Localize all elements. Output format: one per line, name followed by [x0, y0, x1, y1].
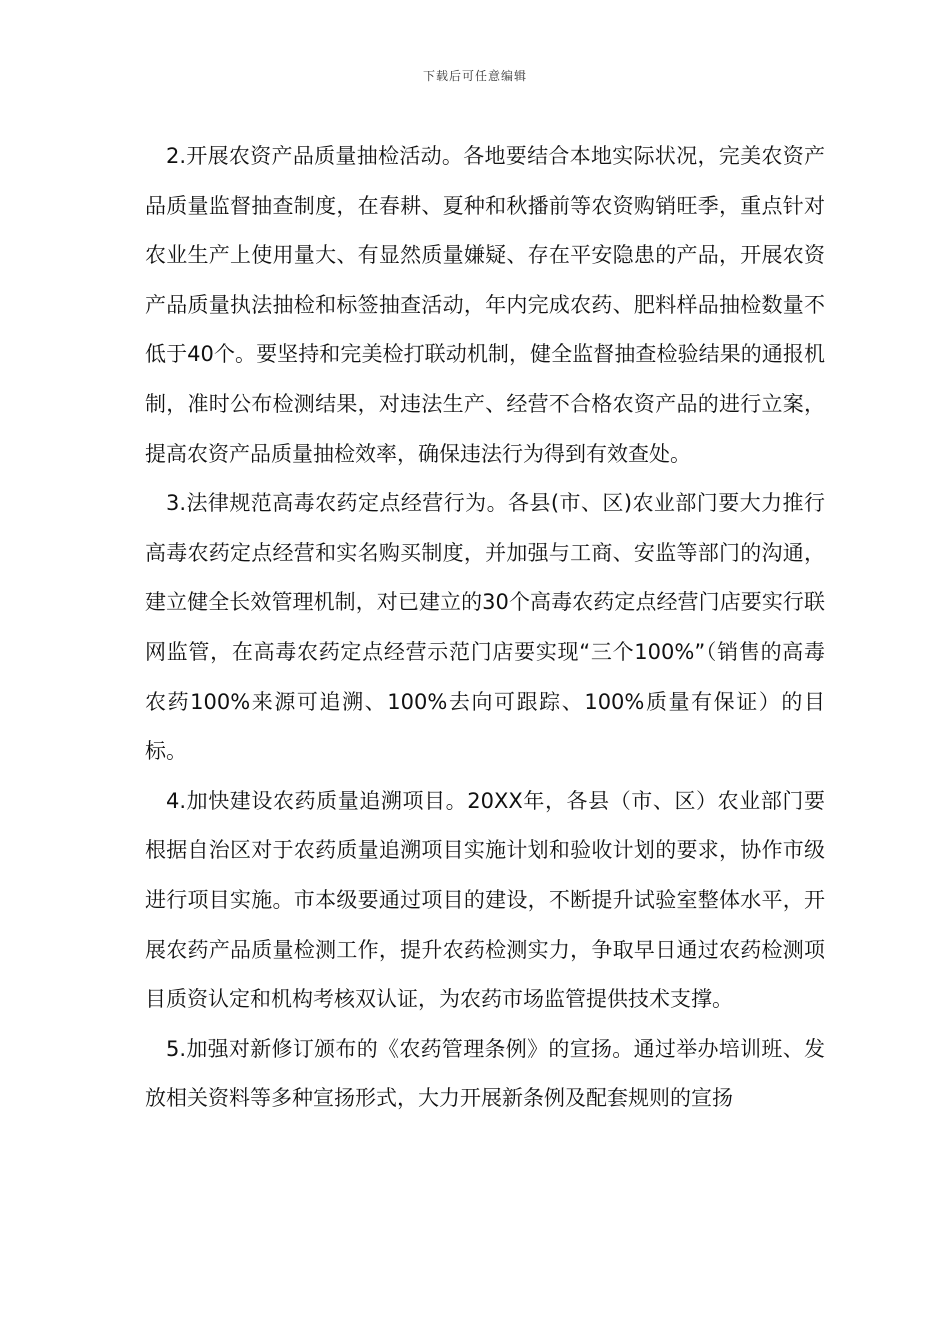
paragraph-item-5: 5.加强对新修订颁布的《农药管理条例》的宣扬。通过举办培训班、发放相关资料等多种宣扬形式，大力开展新条例及配套规则的宣扬 [145, 1036, 825, 1111]
document-body [145, 132, 825, 1124]
header-note: 下载后可任意编辑 [422, 69, 527, 83]
paragraph-item-2: 2.开展农资产品质量抽检活动。各地要结合本地实际状况，完美农资产品质量监督抽查制度，在春耕、夏种和秋播前等农资购销旺季，重点针对农业生产上使用量大、有显然质量嫌疑、存在平安隐患的产品，开展农资产品质量执法抽检和标签抽查活动，年内完成农药、肥料样品抽检数量不低于40个。要坚持和完美检打联动机制，健全监督抽查检验结果的通报机制，准时公布检测结果，对违法生产、经营不合格农资产品的进行立案，提高农资产品质量抽检效率，确保违法行为得到有效查处。 [145, 144, 825, 466]
paragraph-item-4: 4.加快建设农药质量追溯项目。20XX年，各县（市、区）农业部门要根据自治区对于农药质量追溯项目实施计划和验收计划的要求，协作市级进行项目实施。市本级要通过项目的建设，不断提升试验室整体水平，开展农药产品质量检测工作，提升农药检测实力，争取早日通过农药检测项目质资认定和机构考核双认证，为农药市场监管提供技术支撑。 [145, 788, 825, 1012]
paragraph-item-3: 3.法律规范高毒农药定点经营行为。各县(市、区)农业部门要大力推行高毒农药定点经营和实名购买制度，并加强与工商、安监等部门的沟通，建立健全长效管理机制，对已建立的30个高毒农药定点经营门店要实行联网监管，在高毒农药定点经营示范门店要实现“三个100%”（销售的高毒农药100%来源可追溯、100%去向可跟踪、100%质量有保证）的目标。 [145, 491, 825, 764]
